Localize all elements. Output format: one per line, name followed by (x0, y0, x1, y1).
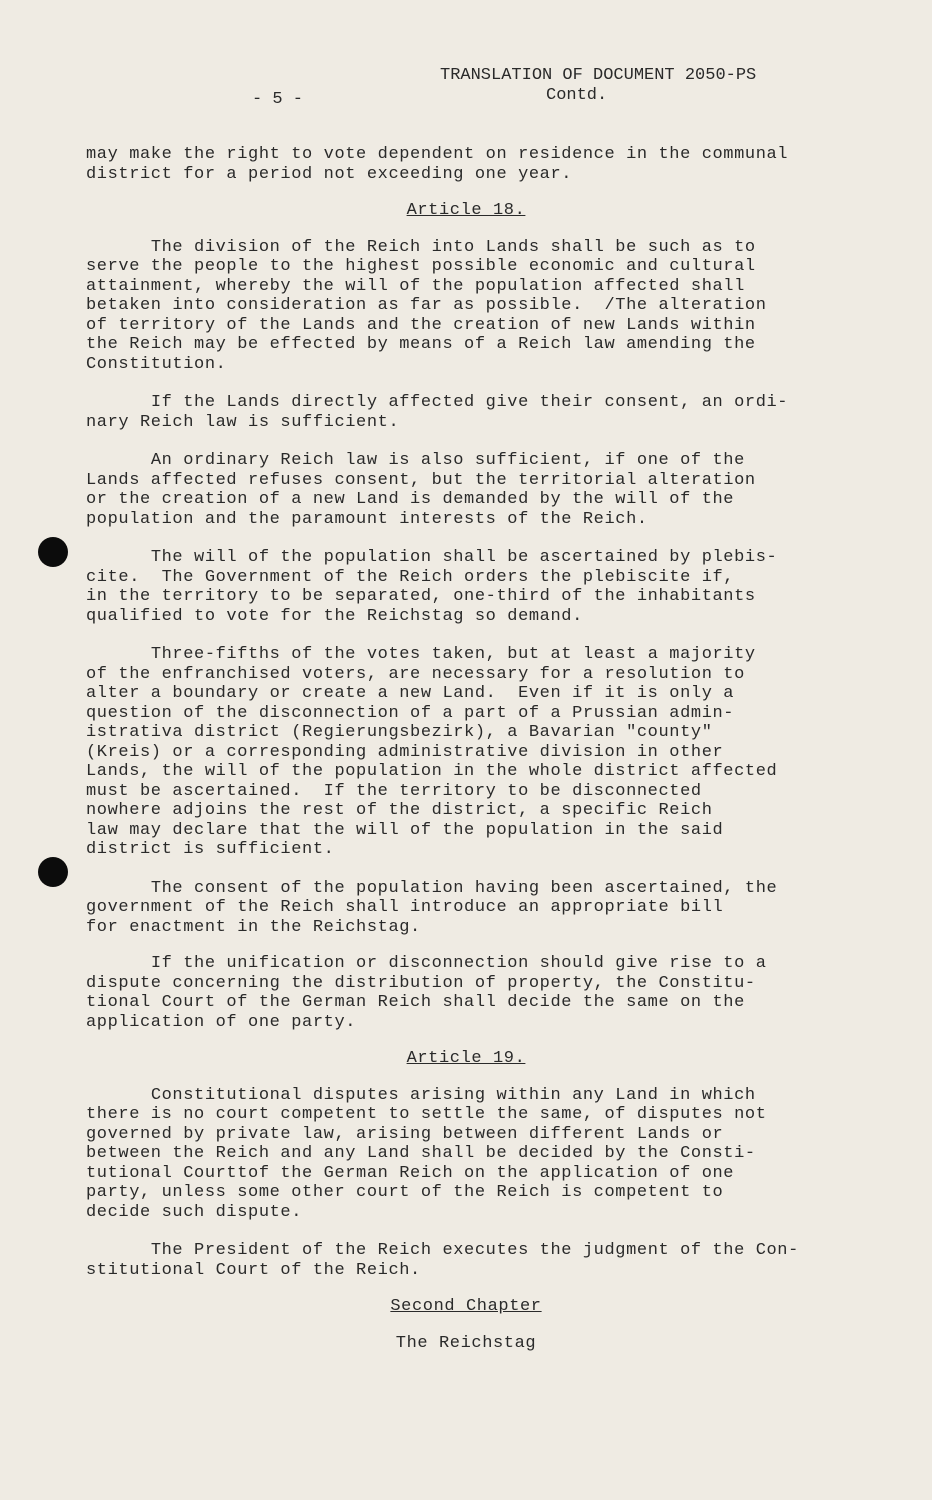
document-title: TRANSLATION OF DOCUMENT 2050-PS (440, 66, 757, 85)
punch-hole (38, 857, 68, 887)
paragraph: The will of the population shall be ascertained by plebis- cite. The Government of the Reich orders the plebiscite if, in the territory to be separated, one-third of the inhabitants qualified to vote for the Reichstag so demand. (86, 548, 778, 626)
paragraph: The President of the Reich executes the judgment of the Con- stitutional Court of the Reich. (86, 1241, 799, 1280)
paragraph: If the unification or disconnection should give rise to a dispute concerning the distribution of property, the Constitu- tional Court of the German Reich shall decide the same on the application of one party. (86, 954, 767, 1032)
chapter-title: The Reichstag (395, 1333, 537, 1353)
document-header (440, 66, 820, 106)
paragraph: Constitutional disputes arising within any Land in which there is no court competent to settle the same, of disputes not governed by private law, arising between different Lands or between the Reich and any Land shall be decided by the Consti- tutional Courttof the German Reich on the application of one party, unless some other court of the Reich is competent to decide such dispute. (86, 1085, 767, 1222)
paragraph: The division of the Reich into Lands shall be such as to serve the people to the highest possible economic and cultural attainment, whereby the will of the population affected shall betaken into consideration as far as possible. /The alteration of territory of the Lands and the creation of new Lands within the Reich may be effected by means of a Reich law amending the Constitution. (86, 237, 767, 374)
paragraph: Three-fifths of the votes taken, but at least a majority of the enfranchised voters, are necessary for a resolution to alter a boundary or create a new Land. Even if it is only a question of the disconnection of a part of a Prussian admin- istrativa district (Regierungsbezirk), a Bavarian "county" (Kreis) or a corresponding administrative division in other Lands, the will of the population in the whole district affected must be ascertained. If the territory to be disconnected nowhere adjoins the rest of the district, a specific Reich law may declare that the will of the population in the said district is sufficient. (86, 645, 778, 859)
article-heading: Article 18. (406, 201, 526, 220)
chapter-heading: Second Chapter (390, 1297, 542, 1316)
paragraph: An ordinary Reich law is also sufficient, if one of the Lands affected refuses consent, but the territorial alteration or the creation of a new Land is demanded by the will of the population and the paramount interests of the Reich. (86, 451, 756, 529)
paragraph: If the Lands directly affected give their consent, an ordi- nary Reich law is sufficient. (86, 393, 789, 432)
punch-hole (38, 537, 68, 567)
paragraph: may make the right to vote dependent on residence in the communal district for a period not exceeding one year. (86, 145, 789, 184)
article-heading: Article 19. (406, 1049, 526, 1068)
paragraph: The consent of the population having been ascertained, the government of the Reich shall introduce an appropriate bill for enactment in the Reichstag. (86, 878, 778, 937)
document-body (86, 145, 846, 1353)
page-number: - 5 - (252, 90, 304, 109)
continued-label: Contd. (546, 86, 608, 105)
